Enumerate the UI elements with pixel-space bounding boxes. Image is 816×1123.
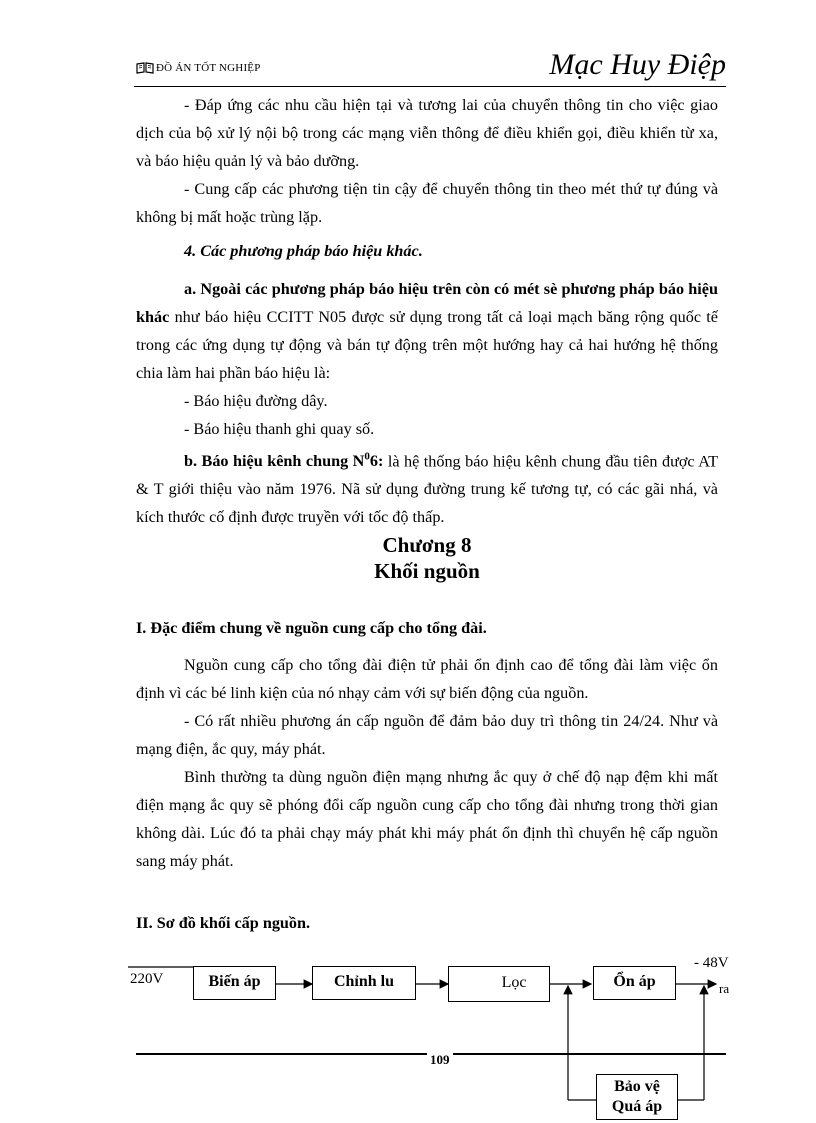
subheading-4: 4. Các phương pháp báo hiệu khác.	[184, 242, 423, 260]
block-chinh-lu: Chỉnh lu	[312, 966, 416, 1000]
paragraph: Nguồn cung cấp cho tổng đài điện tử phải ổn định cao để tổng đài làm việc ổn định vì các bé linh kiện của nó nhạy cảm với sự biến động của nguồn.	[136, 656, 718, 702]
protect-line-1: Bảo vệ	[614, 1078, 660, 1095]
paragraph-a-bold: a. Ngoài các phương pháp báo hiệu trên còn có mét sè phương pháp báo hiệu khác	[136, 280, 718, 326]
paragraph: - Đáp ứng các nhu cầu hiện tại và tương lai của chuyển thông tin cho việc giao dịch của bộ xử lý nội bộ trong các mạng viễn thông để điều khiển gọi, điều khiển từ xa, và báo hiệu quản lý và bảo dưỡng.	[136, 96, 718, 170]
pb-suffix: 6:	[369, 452, 384, 471]
pb-prefix: b. Báo hiệu kênh chung N	[184, 452, 365, 471]
output-suffix-label: ra	[719, 981, 730, 996]
section-2-heading: II. Sơ đồ khối cấp nguồn.	[136, 914, 311, 932]
output-voltage-label: - 48V	[694, 955, 729, 971]
paragraph-b-text: là hệ thống báo hiệu kênh chung đầu tiên được AT & T giới thiệu vào năm 1976. Nã sử dụng đường trung kế tương tự, có các gãi nhá, và kích thước cố định được truyền với tốc độ thấp.	[136, 452, 718, 527]
header-author: Mạc Huy Điệp	[549, 48, 726, 81]
paragraph: Bình thường ta dùng nguồn điện mạng nhưng ắc quy ở chế độ nạp đệm khi mất điện mạng ắc quy sẽ phóng đổi cấp nguồn cung cấp cho tổng đài nhưng trong thời gian không dài. Lúc đó ta phải chạy máy phát khi máy phát ổn định thì chuyển hệ cấp nguồn sang máy phát.	[136, 768, 718, 870]
block-bao-ve-qua-ap	[596, 1074, 678, 1120]
paragraph: - Có rất nhiều phương án cấp nguồn để đảm bảo duy trì thông tin 24/24. Như và mạng điện, ắc quy, máy phát.	[136, 712, 718, 758]
paragraph: - Cung cấp các phương tiện tin cậy để chuyển thông tin theo mét thứ tự đúng và không bị mất hoặc trùng lặp.	[136, 180, 718, 226]
block-loc: Lọc	[448, 966, 550, 1002]
block-bien-ap: Biến áp	[193, 966, 276, 1000]
section-1-heading: I. Đặc điểm chung về nguồn cung cấp cho tổng đài.	[136, 619, 487, 637]
list-item: - Báo hiệu thanh ghi quay số.	[184, 420, 375, 438]
pb-sup: 0	[364, 451, 370, 463]
block-on-ap: Ổn áp	[593, 966, 676, 1000]
list-item: - Báo hiệu đường dây.	[184, 392, 328, 410]
input-voltage-label: 220V	[130, 971, 164, 987]
paragraph-a-text: như báo hiệu CCITT N05 được sử dụng trong tất cả loại mạch băng rộng quốc tế trong các ứng dụng tự động và bán tự động trên một hướng hay cả hai hướng hệ thống chia làm hai phần báo hiệu là:	[136, 308, 718, 382]
page-number: 109	[427, 1052, 453, 1068]
header-title: ĐỒ ÁN TỐT NGHIỆP	[156, 62, 261, 74]
protect-line-2: Quá áp	[611, 1098, 663, 1115]
chapter-number: Chương 8	[382, 533, 472, 557]
chapter-title: Khối nguồn	[374, 559, 480, 583]
